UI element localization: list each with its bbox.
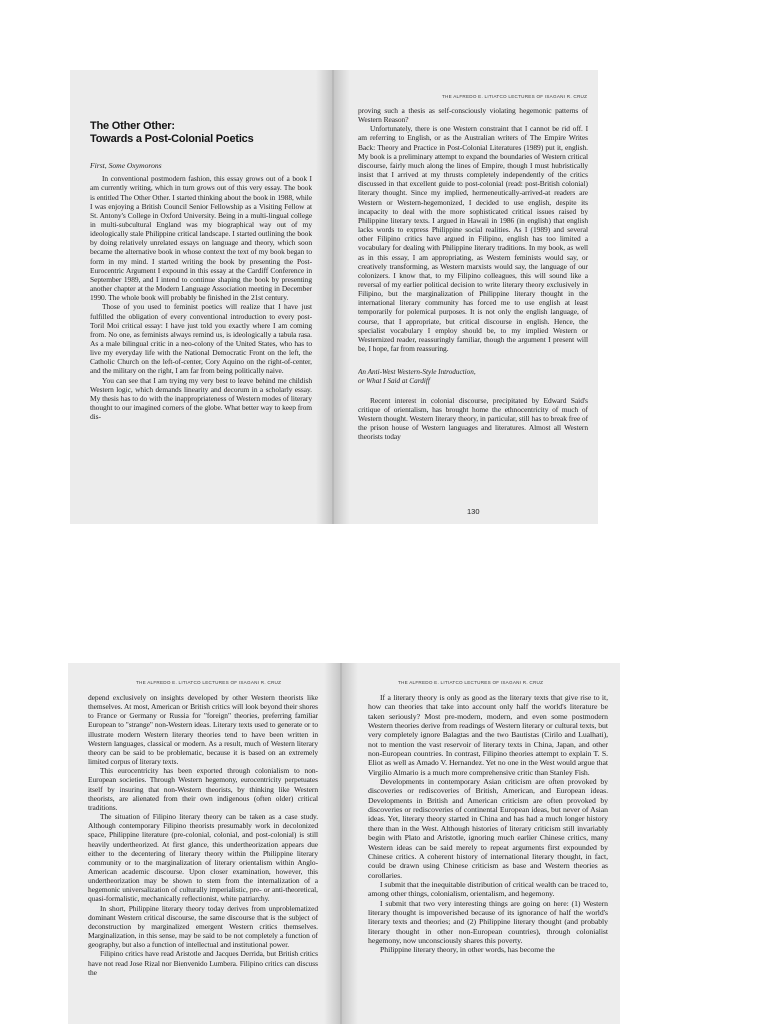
paragraph: I submit that the inequitable distribution of critical wealth can be traced to, among other things, colonialism, orientalism, and hegemony. — [368, 879, 608, 899]
left-page-body — [90, 174, 312, 421]
paragraph: I submit that two very interesting things are going on here: (1) Western literary thought is impoverished because of its ignorance of half the world's literary texts and theories; and (2) Philippine literary thought (and probably literary thought in other non-European countries), through colonialist hegemony, now unconsciously shares this poverty. — [368, 898, 608, 945]
section-heading-line-2: or What I Said at Cardiff — [358, 377, 430, 386]
title-line-2: Towards a Post-Colonial Poetics — [90, 133, 254, 145]
section-heading — [358, 368, 588, 386]
paragraph: depend exclusively on insights developed by other Western theorists like themselves. At most, American or British critics will look beyond their shores to France or Germany or Russia for "foreign" theories, preferring familiar European to "strange" non-Western ideas. Literary texts used to generate or to illustrate modern Western literary theories tend to have been written in Western languages, classical or modern. As a result, much of Western literary theory can be said to be problematic, because it is based on an extremely limited corpus of literary texts. — [88, 693, 318, 767]
page-number: 130 — [467, 507, 480, 516]
running-header: THE ALFREDO E. LITIATCO LECTURES OF ISAGANI R. CRUZ — [136, 680, 282, 685]
paragraph: The situation of Filipino literary theory can be taken as a case study. Although contemporary Filipino theorists presumably work in decolonized space, Philippine literature (pre-colonial, colonial, and post-colonial) is still heavily undertheorized. At first glance, this undertheorization appears due either to the decentering of literary theory within the Philippine literary community or to the marginalization of literary orientalism within Anglo-American academic discourse. Upon closer examination, however, this undertheorization may be shown to stem from the internalization of a hegemonic universalization of culturally imperialistic, pre- or anti-theoretical, quasi-formalistic, mechanically reflectionist, white patriarchy. — [88, 812, 318, 904]
essay-title — [90, 120, 312, 146]
book-gutter-shadow — [324, 663, 358, 1024]
left-page-bottom — [88, 693, 318, 1024]
right-page-top — [358, 106, 588, 501]
paragraph: You can see that I am trying my very best to leave behind me childish Western logic, which demands linearity and decorum in a scholarly essay. My thesis has to do with the inappropriateness of Western modes of literary thought to our imagined corners of the globe. What better way to keep from dis- — [90, 375, 312, 422]
right-page-bottom — [368, 693, 608, 1024]
paragraph: In short, Philippine literary theory today derives from unproblematized dominant Western critical discourse, the same discourse that is the subject of deconstruction by marginalized emergent Western critics themselves. Marginalization, in this sense, may be said to be not completely a function of geography, but also a function of intellectual and institutional power. — [88, 903, 318, 950]
paragraph: Filipino critics have read Aristotle and Jacques Derrida, but British critics have not read Jose Rizal nor Bienvenido Lumbera. Filipino critics can discuss the — [88, 949, 318, 977]
section-subhead: First, Some Oxymorons — [90, 161, 162, 170]
bottom-spread — [68, 663, 620, 1024]
paragraph: proving such a thesis as self-consciously violating hegemonic patterns of Western Reason? — [358, 106, 588, 125]
section-heading-line-1: An Anti-West Western-Style Introduction, — [358, 368, 476, 377]
book-gutter-shadow — [316, 70, 350, 524]
paragraph: Unfortunately, there is one Western constraint that I cannot be rid off. I am referring to English, or as the Australian writers of The Empire Writes Back: Theory and Practice in Post-Colonial Literatures (1989) put it, english. My book is a preliminary attempt to expand the boundaries of Western critical discourse, fairly much along the lines of Empire, though I must hubristically insist that I arrived at my thrusts completely independently of the critics discussed in that excellent guide to post-colonial (read: post-British colonial) literary thought. Since my implied, hermeneutically-arrived-at readers are Western or Western-hegemonized, I decided to use english, despite its incapacity to deal with the more sophisticated critical issues raised by Philippine literary texts. I argued in Hawaii in 1986 (in english) that english lacks words to express Philippine social realities. As I (1989) and several other Filipino critics have argued in Filipino, english has too limited a vocabulary for dealing with Philippine literary traditions. In my book, as well as in this essay, I am appropriating, as Western feminists would say, or creatively transforming, as Western marxists would say, the language of our colonizers. I know that, to my Filipino colleagues, this will sound like a reversal of my earlier political decision to write literary theory exclusively in Filipino, but the marginalization of Philippine literary thought in the international literary community has forced me to use english at least temporarily for polemical purposes. It is not only the english language, of course, that I appropriate, but critical discourse in english. Hence, the specialist vocabulary I employ should be, to my implied Western or Westernized reader, reassuringly familiar, though the argument I present will be, I hope, far from reassuring. — [358, 124, 588, 354]
paragraph: If a literary theory is only as good as the literary texts that give rise to it, how can theories that take into account only half the world's literature be taken seriously? Most pre-modern, modern, and even some postmodern Western theories derive from readings of Western literary or cultural texts, but very completely ignore Balagtas and the two Bautistas (Cirilo and Lualhati), not to mention the vast reservoir of literary texts in China, Japan, and other non-European countries. In contrast, Filipino theories attempt to explain T. S. Eliot as well as Amado V. Hernandez. Yet no one in the West would argue that Virgilio Almario is a much more comprehensive critic than Stanley Fish. — [368, 693, 608, 777]
right-page-body — [358, 106, 588, 353]
left-page-top — [90, 120, 312, 515]
paragraph: This eurocentricity has been exported through colonialism to non-European societies. Through Western hegemony, eurocentricity perpetuates itself by insuring that non-Western theorists, by thinking like Western theorists, are alienated from their own indigenous (often older) critical traditions. — [88, 766, 318, 812]
title-line-1: The Other Other: — [90, 120, 175, 132]
left-page-body — [88, 693, 318, 977]
paragraph: Philippine literary theory, in other words, has become the — [380, 945, 555, 955]
paragraph: Developments in contemporary Asian criticism are often provoked by discoveries or rediscoveries of British, American, and European ideas. Developments in British and American criticism are often provoked by discoveries or rediscoveries of continental European ideas, but never of Asian ideas. Yet, literary theory started in China and has had a much longer history there than in the West. Although histories of literary criticism still invariably begin with Plato and Aristotle, ignoring much earlier Chinese critics, many Western ideas can be said merely to repeat arguments first expounded by Chinese critics. A coherent history of international literary thought, in fact, could be drawn using Chinese criticism as base and Western theories as corollaries. — [368, 777, 608, 880]
paragraph: Recent interest in colonial discourse, precipitated by Edward Said's critique of orientalism, has brought home the ethnocentricity of much of Western thought. Western literary theory, in particular, still has to break free of the prison house of Western languages and literatures. Almost all Western theorists today — [358, 395, 588, 442]
running-header: THE ALFREDO E. LITIATCO LECTURES OF ISAGANI R. CRUZ — [442, 94, 588, 99]
paragraph: In conventional postmodern fashion, this essay grows out of a book I am currently writing, which in turn grows out of this very essay. The book is entitled The Other Other. I started thinking about the book in 1988, while I was enjoying a British Council Senior Fellowship as a Visiting Fellow at St. Antony's College in Oxford University. Being in a multi-lingual college in multi-subcultural England was my biographical way out of my ideologically stale Philippine critical landscape. I started outlining the book by doing relatively unrelated essays on language and theory, which soon became the alternative book in whose context the text of my book began to form in my mind. I started writing the book by presenting the Post-Eurocentric Argument I expound in this essay at the Cardiff Conference in September 1989, and I intend to continue shaping the book by presenting another chapter at the Modern Language Association meeting in December 1990. The whole book will probably be finished in the 21st century. — [90, 174, 312, 303]
top-spread — [70, 70, 598, 524]
running-header: THE ALFREDO E. LITIATCO LECTURES OF ISAGANI R. CRUZ — [398, 680, 544, 685]
paragraph: Those of you used to feminist poetics will realize that I have just fulfilled the obligation of every conventional introduction to every post-Toril Moi critical essay: I have just told you exactly where I am coming from. No one, as feminists always remind us, is ideologically a tabula rasa. As a male bilingual critic in a neo-colony of the United States, who has to live my everyday life with the National Democratic Front on the left, the Catholic Church on the left-of-center, Cory Aquino on the right-of-center, and the military on the right, I am far from being politically naive. — [90, 302, 312, 376]
right-page-body — [368, 693, 608, 955]
right-page-body-continued — [358, 396, 588, 442]
